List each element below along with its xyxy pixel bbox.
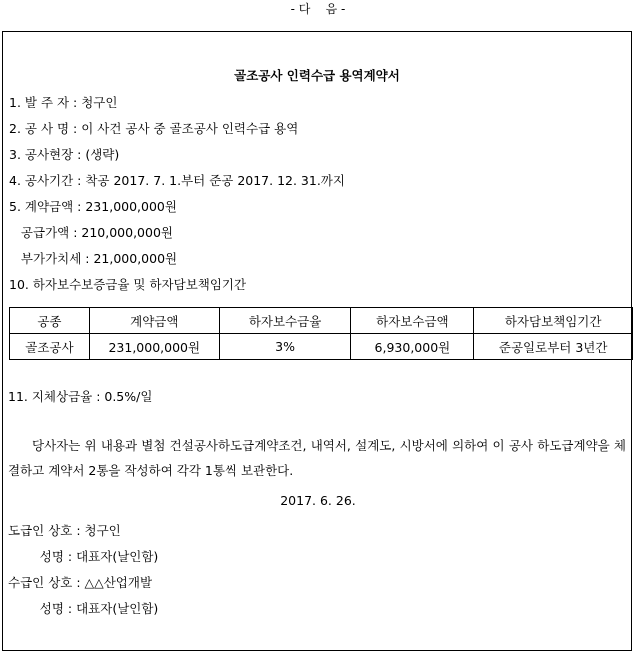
table-cell: 3% [219,334,351,360]
table-cell: 231,000,000원 [89,334,219,360]
contractor-name: 성명 : 대표자(날인함) [8,549,159,564]
table-header-row [10,308,633,334]
table-header: 공종 [10,308,90,334]
contract-paragraph: 당사자는 위 내용과 별첨 건설공사하도급계약조건, 내역서, 설계도, 시방서에 의하여 이 공사 하도급계약을 체결하고 계약서 2통을 작성하여 각각 1통씩 보관한다. [8,438,626,478]
table-cell: 6,930,000원 [351,334,474,360]
table-header: 하자담보책임기간 [474,308,633,334]
contract-title: 골조공사 인력수급 용역계약서 [234,68,400,83]
item-contract-amount: 5. 계약금액 : 231,000,000원 [9,199,177,214]
contract-date: 2017. 6. 26. [280,493,356,508]
item-supply-amount: 공급가액 : 210,000,000원 [9,225,173,240]
table-header: 하자보수금액 [351,308,474,334]
table-cell: 골조공사 [10,334,90,360]
item-period: 4. 공사기간 : 착공 2017. 7. 1.부터 준공 2017. 12. 31.까지 [9,173,345,188]
subcontractor-name: 성명 : 대표자(날인함) [8,601,159,616]
warranty-table [9,307,633,360]
table-row [10,334,633,360]
table-header: 하자보수금율 [219,308,351,334]
subcontractor-company: 수급인 상호 : △△산업개발 [8,575,153,590]
table-header: 계약금액 [89,308,219,334]
item-delay-penalty: 11. 지체상금율 : 0.5%/일 [8,389,153,404]
table-cell: 준공일로부터 3년간 [474,334,633,360]
item-site: 3. 공사현장 : (생략) [9,147,120,162]
section-heading: - 다 음 - [290,2,346,16]
item-warranty-heading: 10. 하자보수보증금율 및 하자담보책임기간 [9,277,247,292]
item-client: 1. 발 주 자 : 청구인 [9,95,118,110]
item-vat: 부가가치세 : 21,000,000원 [9,251,178,266]
item-project-name: 2. 공 사 명 : 이 사건 공사 중 골조공사 인력수급 용역 [9,121,299,136]
contractor-company: 도급인 상호 : 청구인 [8,523,121,538]
